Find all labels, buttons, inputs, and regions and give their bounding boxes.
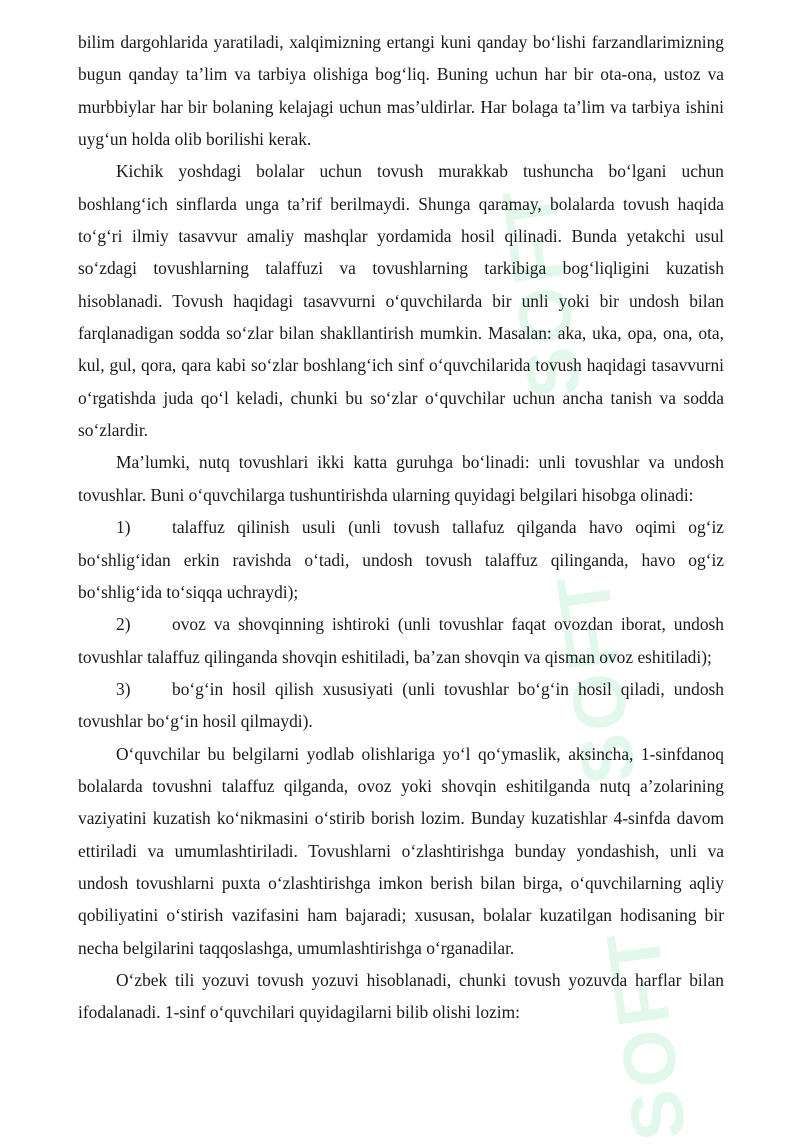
list-item bbox=[78, 673, 724, 738]
list-item bbox=[78, 608, 724, 673]
list-item-number: 1) bbox=[116, 517, 131, 538]
list-item-text: ovoz va shovqinning ishtiroki (unli tovushlar faqat ovozdan iborat, undosh tovushlar talaffuz qilinganda shovqin eshitiladi, ba’zan shovqin va qisman ovoz eshitiladi); bbox=[78, 614, 724, 667]
paragraph: O‘quvchilar bu belgilarni yodlab olishlariga yo‘l qo‘ymaslik, aksincha, 1-sinfdanoq bolalarda tovushni talaffuz qilganda, ovoz yoki shovqin eshitilganda nutq a’zolarining vaziyatini kuzatish ko‘nikmasini o‘stirib borish lozim. Bunday kuzatishlar 4-sinfda davom ettiriladi va umumlashtiriladi. Tovushlarni o‘zlashtirishga bunday yondashish, unli va undosh tovushlarni puxta o‘zlashtirishga imkon berish bilan birga, o‘quvchilarning aqliy qobiliyatini o‘stirish vazifasini ham bajaradi; xususan, bolalar kuzatilgan hodisaning bir necha belgilarini taqqoslashga, umumlashtirishga o‘rganadilar. bbox=[78, 743, 724, 958]
list-item-number: 3) bbox=[116, 678, 131, 699]
list-item-text: bo‘g‘in hosil qilish xususiyati (unli tovushlar bo‘g‘in hosil qiladi, undosh tovushlar bo‘g‘in hosil qilmaydi). bbox=[78, 678, 724, 732]
document-page bbox=[78, 26, 724, 1029]
watermark-text: SOFT bbox=[539, 566, 652, 790]
list-item-number: 2) bbox=[116, 614, 131, 635]
watermark-text: SOFT bbox=[590, 922, 702, 1146]
list-item bbox=[78, 511, 724, 608]
watermark-text: SOFT bbox=[485, 180, 598, 403]
paragraph: Ma’lumki, nutq tovushlari ikki katta guruhga bo‘linadi: unli tovushlar va undosh tovushlar. Buni o‘quvchilarga tushuntirishda ularning quyidagi belgilari hisobga olinadi: bbox=[78, 452, 724, 505]
paragraph: Kichik yoshdagi bolalar uchun tovush murakkab tushuncha bo‘lgani uchun boshlang‘ich sinflarda unga ta’rif berilmaydi. Shunga qaramay, bolalarda tovush haqida to‘g‘ri ilmiy tasavvur amaliy mashqlar yordamida hosil qilinadi. Bunda yetakchi usul so‘zdagi tovushlarning talaffuzi va tovushlarning tarkibiga bog‘liqligini kuzatish hisoblanadi. Tovush haqidagi tasavvurni o‘quvchilarda bir unli yoki bir undosh bilan farqlanadigan sodda so‘zlar bilan shakllantirish mumkin. Masalan: aka, uka, opa, ona, ota, kul, gul, qora, qara kabi so‘zlar boshlang‘ich sinf o‘quvchilarida tovush haqidagi tasavvurni o‘rgatishda juda qo‘l keladi, chunki bu so‘zlar o‘quvchilar uchun ancha tanish va sodda so‘zlardir. bbox=[78, 161, 724, 441]
list-item-text: talaffuz qilinish usuli (unli tovush tallafuz qilganda havo oqimi og‘iz bo‘shlig‘idan erkin ravishda o‘tadi, undosh tovush talaffuz qilinganda, havo og‘iz bo‘shlig‘ida to‘siqqa uchraydi); bbox=[78, 517, 724, 602]
paragraph: bilim dargohlarida yaratiladi, xalqimizning ertangi kuni qanday bo‘lishi farzandlarimizning bugun qanday ta’lim va tarbiya olishiga bog‘liq. Buning uchun har bir ota-ona, ustoz va murbbiylar har bir bolaning kelajagi uchun mas’uldirlar. Har bolaga ta’lim va tarbiya ishini uyg‘un holda olib borilishi kerak. bbox=[78, 32, 724, 150]
paragraph: O‘zbek tili yozuvi tovush yozuvi hisoblanadi, chunki tovush yozuvda harflar bilan ifodalanadi. 1-sinf o‘quvchilari quyidagilarni bilib olishi lozim: bbox=[78, 969, 724, 1023]
